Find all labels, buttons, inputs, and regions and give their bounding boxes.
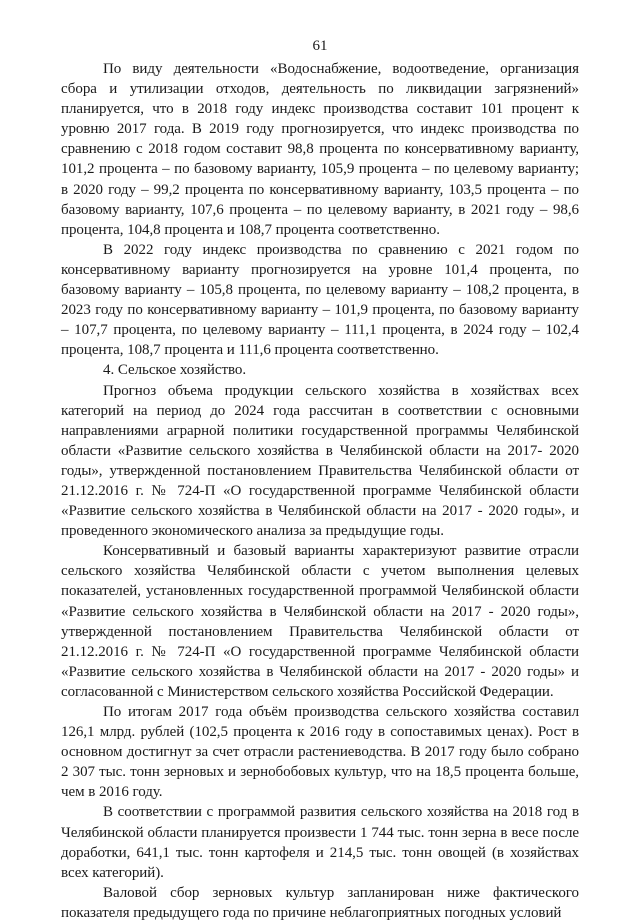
paragraph-2017-results: По итогам 2017 года объём производства сельского хозяйства составил 126,1 млрд. рублей (102,5 процента к 2016 году в сопоставимых ценах). Рост в основном достигнут за счет отрасли растениеводства. В 2017 году было собрано 2 307 тыс. тонн зерновых и зернобобовых культур, что на 18,5 процента больше, чем в 2016 году. — [61, 704, 579, 801]
paragraph-agriculture-forecast-basis: Прогноз объема продукции сельского хозяйства в хозяйствах всех категорий на период до 2024 года рассчитан в соответствии с основными направлениями аграрной политики государственной программы Челябинской области «Развитие сельского хозяйства в Челябинской области на 2017- 2020 годы», утвержденной постановлением Правительства Челябинской области от 21.12.2016 г. № 724-П «О государственной программе Челябинской области «Развитие сельского хозяйства в Челябинской области на 2017 - 2020 годы», и проведенного экономического анализа за предыдущие годы. — [61, 382, 579, 540]
page-number: 61 — [312, 38, 328, 54]
document-body — [61, 59, 579, 923]
paragraph-scenarios-description: Консервативный и базовый варианты характеризуют развитие отрасли сельского хозяйства Челябинской области с учетом выполнения целевых показателей, установленных государственной программой Челябинской области «Развитие сельского хозяйства в Челябинской области на 2017 - 2020 годы», утвержденной постановлением Правительства Челябинской области от 21.12.2016 г. № 724-П «О государственной программе Челябинской области «Развитие сельского хозяйства в Челябинской области на 2017 - 2020 годы» и согласованной с Министерством сельского хозяйства Российской Федерации. — [61, 543, 579, 700]
paragraph-2022-2024-index: В 2022 году индекс производства по сравнению с 2021 годом по консервативному варианту прогнозируется на уровне 101,4 процента, по базовому варианту – 105,8 процента, по целевому варианту – 108,2 процента, в 2023 году по консервативному варианту – 101,9 процента, по базовому варианту – 107,7 процента, по целевому варианту – 111,1 процента, в 2024 году – 102,4 процента, 108,7 процента и 111,6 процента соответственно. — [61, 241, 579, 359]
paragraph-grain-harvest: Валовой сбор зерновых культур запланирован ниже фактического показателя предыдущего года по причине неблагоприятных погодных условий — [61, 884, 579, 921]
section-heading-agriculture: 4. Сельское хозяйство. — [103, 362, 247, 379]
paragraph-water-supply-forecast: По виду деятельности «Водоснабжение, водоотведение, организация сбора и утилизации отходов, деятельность по ликвидации загрязнений» планируется, что в 2018 году индекс производства составит 101 процент к уровню 2017 года. В 2019 году прогнозируется, что индекс производства по сравнению с 2018 годом составит 98,8 процента по консервативному варианту, 101,2 процента – по базовому варианту, 105,9 процента – по целевому варианту; в 2020 году – 99,2 процента по консервативному варианту, 103,5 процента – по базовому варианту, 107,6 процента – по целевому варианту, в 2021 году – 98,6 процента, 104,8 процента и 108,7 процента соответственно. — [61, 61, 579, 238]
paragraph-2018-program: В соответствии с программой развития сельского хозяйства на 2018 год в Челябинской области планируется произвести 1 744 тыс. тонн зерна в весе после доработки, 641,1 тыс. тонн картофеля и 214,5 тыс. тонн овощей (в хозяйствах всех категорий). — [61, 804, 579, 881]
